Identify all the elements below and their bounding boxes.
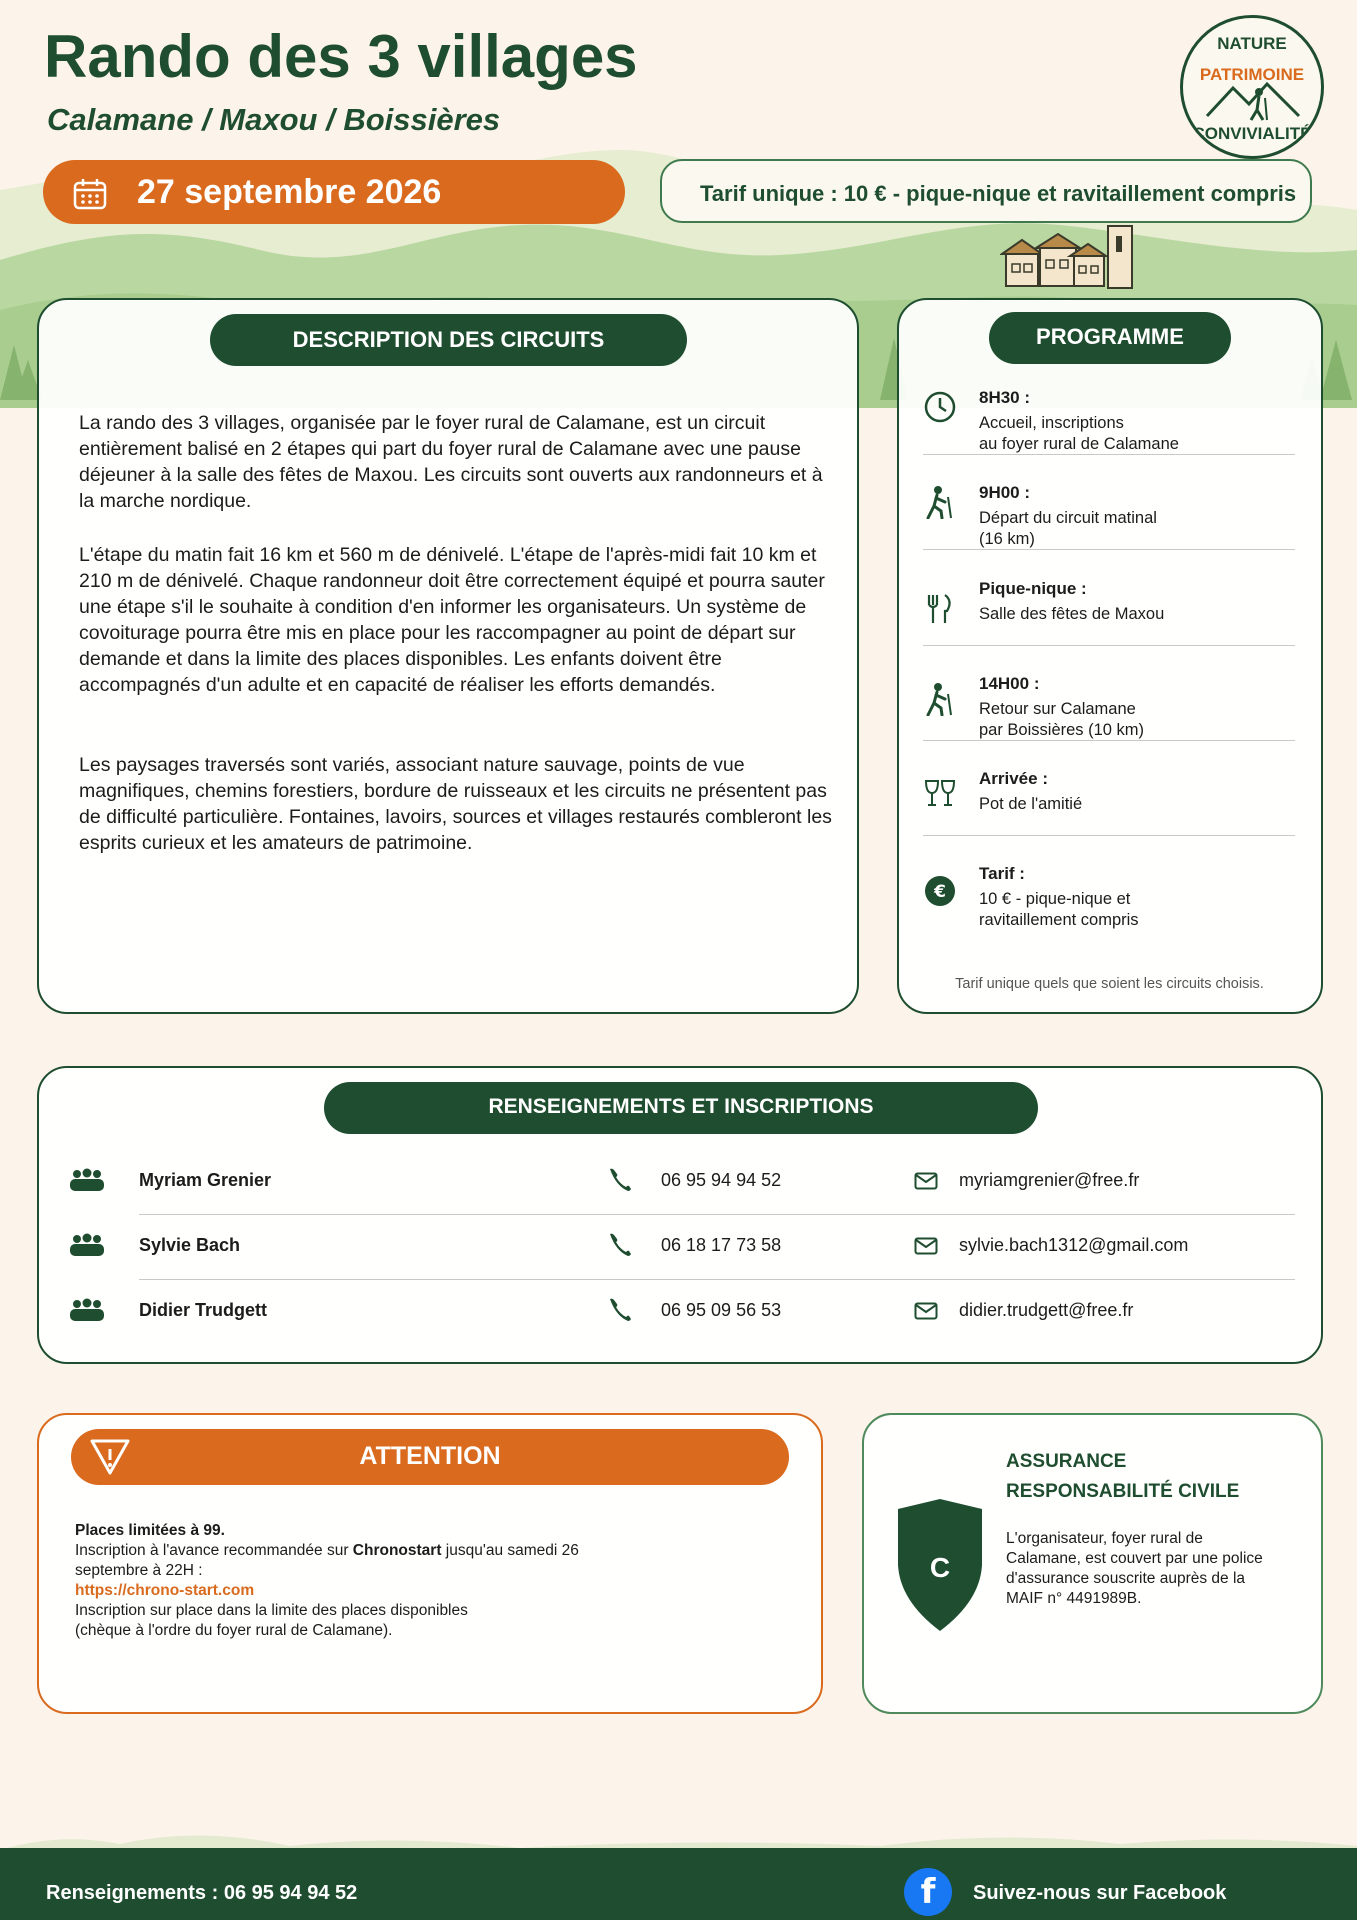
euro-icon bbox=[923, 874, 957, 908]
facebook-glyph: f bbox=[920, 1872, 936, 1912]
contact-phone[interactable]: 06 18 17 73 58 bbox=[661, 1235, 782, 1255]
svg-text:€: € bbox=[934, 882, 946, 902]
attention-line: Inscription sur place dans la limite des places disponibles bbox=[75, 1602, 468, 1619]
description-paragraph-1: La rando des 3 villages, organisée par le foyer rural de Calamane, est un circuit entièrement balisé en 2 étapes qui part du foyer rural de Calamane avec une pause déjeuner à la salle des fêtes de Maxou. Les circuits sont ouverts aux randonneurs et à la marche nordique. bbox=[79, 412, 823, 512]
programme-detail-line: Pot de l'amitié bbox=[979, 795, 1083, 813]
group-icon bbox=[69, 1233, 105, 1257]
assurance-line: d'assurance souscrite auprès de la bbox=[1006, 1570, 1246, 1587]
programme-note: Tarif unique quels que soient les circuits choisis. bbox=[955, 976, 1264, 992]
programme-time: Tarif : bbox=[979, 864, 1025, 883]
separator bbox=[923, 645, 1295, 646]
assurance-line: MAIF n° 4491989B. bbox=[1006, 1590, 1142, 1607]
contact-row bbox=[69, 1154, 1295, 1214]
contact-email[interactable]: didier.trudgett@free.fr bbox=[959, 1300, 1134, 1320]
programme-detail-line: Retour sur Calamane bbox=[979, 700, 1136, 718]
attention-line: (chèque à l'ordre du foyer rural de Calamane). bbox=[75, 1622, 393, 1639]
page-title: Rando des 3 villages bbox=[44, 23, 638, 90]
facebook-icon[interactable] bbox=[904, 1868, 952, 1916]
badge-convivialite: CONVIVIALITÉ bbox=[1192, 124, 1312, 143]
attention-text: Inscription à l'avance recommandée sur bbox=[75, 1542, 353, 1559]
programme-detail-line: Salle des fêtes de Maxou bbox=[979, 605, 1165, 623]
attention-line: septembre à 22H : bbox=[75, 1562, 203, 1579]
programme-title: PROGRAMME bbox=[989, 312, 1231, 364]
hiker-icon bbox=[923, 682, 957, 716]
values-badge bbox=[1180, 15, 1324, 159]
programme-detail-line: Départ du circuit matinal bbox=[979, 509, 1157, 527]
facebook-link[interactable]: Suivez-nous sur Facebook bbox=[973, 1882, 1227, 1904]
programme-detail-line: Accueil, inscriptions bbox=[979, 414, 1124, 432]
contacts-panel bbox=[37, 1066, 1323, 1364]
mountain-hiker-icon bbox=[1203, 74, 1303, 124]
chrono-start-link[interactable]: https://chrono-start.com bbox=[75, 1582, 255, 1599]
attention-title: ATTENTION bbox=[359, 1442, 501, 1470]
phone-icon bbox=[607, 1296, 633, 1322]
cutlery-icon bbox=[923, 591, 957, 625]
description-paragraph-2: L'étape du matin fait 16 km et 560 m de dénivelé. L'étape de l'après-midi fait 10 km et 210 m de dénivelé. Chaque randonneur doit être correctement équipé et pourra sauter une étape s'il le souhaite à condition d'en informer les organisateurs. Un système de covoiturage pourra être mis en place pour les raccompagner au point de départ sur demande et dans la limite des places disponibles. Les enfants doivent être accompagnés d'un adulte et en capacité de réaliser les efforts demandés. bbox=[79, 544, 825, 696]
contact-email[interactable]: sylvie.bach1312@gmail.com bbox=[959, 1235, 1189, 1255]
separator bbox=[923, 835, 1295, 836]
programme-detail bbox=[979, 794, 1082, 815]
programme-time: 9H00 : bbox=[979, 483, 1031, 502]
group-icon bbox=[69, 1298, 105, 1322]
assurance-title bbox=[1006, 1447, 1239, 1507]
tarif-banner bbox=[660, 159, 1312, 223]
contact-email[interactable]: myriamgrenier@free.fr bbox=[959, 1170, 1140, 1190]
programme-detail-line: au foyer rural de Calamane bbox=[979, 435, 1179, 453]
contact-phone[interactable]: 06 95 94 94 52 bbox=[661, 1170, 782, 1190]
glasses-icon bbox=[923, 777, 957, 811]
programme-time: 8H30 : bbox=[979, 388, 1031, 407]
programme-detail bbox=[979, 604, 1164, 625]
description-paragraph-3: Les paysages traversés sont variés, associant nature sauvage, points de vue magnifiques, chemins forestiers, bordure de ruisseaux et les circuits ne présentent pas de difficulté particulière. Fontaines, lavoirs, sources et villages restaurés combleront les esprits curieux et les amateurs de patrimoine. bbox=[79, 754, 832, 854]
contact-row bbox=[69, 1219, 1295, 1279]
assurance-title-line: RESPONSABILITÉ CIVILE bbox=[1006, 1481, 1240, 1502]
mail-icon bbox=[914, 1172, 938, 1190]
programme-detail bbox=[979, 889, 1139, 931]
phone-icon bbox=[607, 1166, 633, 1192]
badge-nature: NATURE bbox=[1217, 34, 1287, 53]
programme-time: Arrivée : bbox=[979, 769, 1048, 788]
page-subtitle: Calamane / Maxou / Boissières bbox=[47, 102, 501, 137]
contacts-title: RENSEIGNEMENTS ET INSCRIPTIONS bbox=[324, 1082, 1038, 1134]
attention-panel bbox=[37, 1413, 823, 1714]
mail-icon bbox=[914, 1302, 938, 1320]
separator bbox=[139, 1279, 1295, 1280]
date-banner bbox=[43, 160, 625, 224]
clock-icon bbox=[923, 390, 957, 424]
places-limit: Places limitées à 99. bbox=[75, 1522, 225, 1539]
footer-bar bbox=[0, 1848, 1357, 1920]
programme-detail-line: (16 km) bbox=[979, 530, 1035, 548]
description-title: DESCRIPTION DES CIRCUITS bbox=[210, 314, 687, 366]
separator bbox=[139, 1214, 1295, 1215]
group-icon bbox=[69, 1168, 105, 1192]
contact-name: Sylvie Bach bbox=[139, 1235, 241, 1255]
footer-hills bbox=[0, 1820, 1357, 1850]
attention-body bbox=[75, 1521, 795, 1641]
separator bbox=[923, 454, 1295, 455]
assurance-panel bbox=[862, 1413, 1323, 1714]
chronostart-name: Chronostart bbox=[352, 1542, 442, 1559]
programme-detail bbox=[979, 699, 1144, 741]
hiker-icon bbox=[923, 485, 957, 519]
contact-name: Myriam Grenier bbox=[139, 1170, 272, 1190]
badge-patrimoine: PATRIMOINE bbox=[1199, 65, 1305, 84]
assurance-title-line: ASSURANCE bbox=[1006, 1451, 1127, 1472]
tarif-text: Tarif unique : 10 € - pique-nique et ravitaillement compris bbox=[700, 181, 1297, 206]
separator bbox=[923, 740, 1295, 741]
attention-text: jusqu'au samedi 26 bbox=[441, 1542, 579, 1559]
programme-detail-line: 10 € - pique-nique et bbox=[979, 890, 1131, 908]
programme-time: Pique-nique : bbox=[979, 579, 1087, 598]
programme-detail-line: par Boissières (10 km) bbox=[979, 721, 1145, 739]
assurance-line: L'organisateur, foyer rural de bbox=[1006, 1530, 1203, 1547]
attention-title-bar bbox=[71, 1429, 789, 1485]
phone-icon bbox=[607, 1231, 633, 1257]
contact-name: Didier Trudgett bbox=[139, 1300, 268, 1320]
description-panel bbox=[37, 298, 859, 1014]
programme-detail bbox=[979, 413, 1179, 455]
contact-phone[interactable]: 06 95 09 56 53 bbox=[661, 1300, 782, 1320]
assurance-text bbox=[1006, 1529, 1306, 1609]
shield-letter: C bbox=[929, 1552, 951, 1583]
calendar-icon bbox=[73, 178, 107, 210]
programme-detail-line: ravitaillement compris bbox=[979, 911, 1139, 929]
programme-time: 14H00 : bbox=[979, 674, 1040, 693]
mail-icon bbox=[914, 1237, 938, 1255]
separator bbox=[923, 549, 1295, 550]
programme-panel bbox=[897, 298, 1323, 1014]
programme-detail bbox=[979, 508, 1157, 550]
shield-icon bbox=[894, 1495, 986, 1635]
contact-row bbox=[69, 1284, 1295, 1344]
attention-line bbox=[75, 1541, 795, 1561]
village-icon bbox=[1000, 224, 1136, 290]
event-date: 27 septembre 2026 bbox=[137, 173, 442, 211]
assurance-line: Calamane, est couvert par une police bbox=[1006, 1550, 1263, 1567]
footer-info: Renseignements : 06 95 94 94 52 bbox=[46, 1882, 358, 1904]
